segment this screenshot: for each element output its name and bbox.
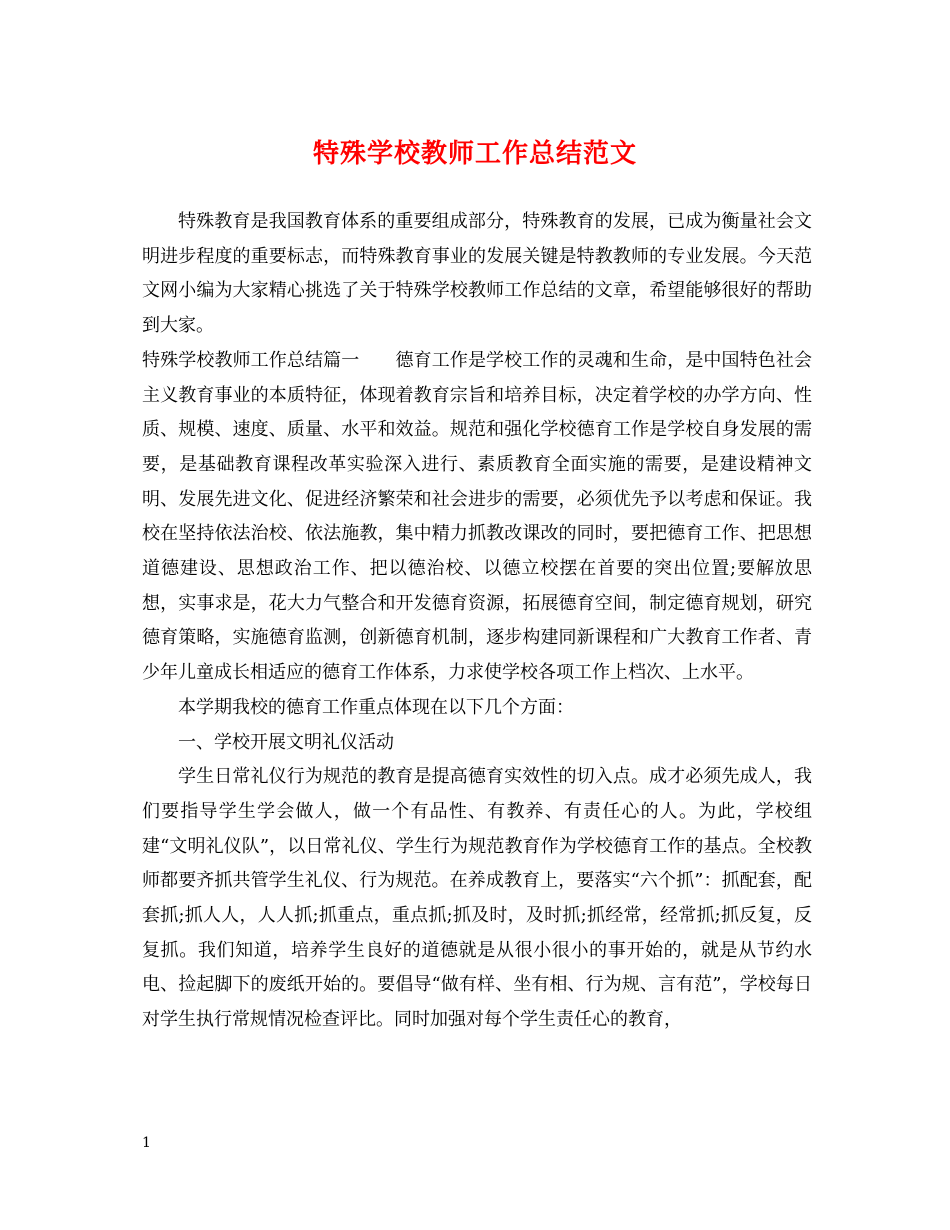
document-body	[142, 205, 812, 1038]
intro-paragraph: 特殊教育是我国教育体系的重要组成部分，特殊教育的发展，已成为衡量社会文明进步程度的重要标志，而特殊教育事业的发展关键是特教教师的专业发展。今天范文网小编为大家精心挑选了关于特殊学校教师工作总结的文章，希望能够很好的帮助到大家。	[142, 211, 812, 337]
section-text: 德育工作是学校工作的灵魂和生命，是中国特色社会主义教育事业的本质特征，体现着教育宗旨和培养目标，决定着学校的办学方向、性质、规模、速度、质量、水平和效益。规范和强化学校德育工作是学校自身发展的需要，是基础教育课程改革实验深入进行、素质教育全面实施的需要，是建设精神文明、发展先进文化、促进经济繁荣和社会进步的需要，必须优先予以考虑和保证。我校在坚持依法治校、依法施教，集中精力抓教改课改的同时，要把德育工作、把思想道德建设、思想政治工作、把以德治校、以德立校摆在首要的突出位置;要解放思想，实事求是，花大力气整合和开发德育资源，拓展德育空间，制定德育规划，研究德育策略，实施德育监测，创新德育机制，逐步构建同新课程和广大教育工作者、青少年儿童成长相适应的德育工作体系，力求使学校各项工作上档次、上水平。	[142, 349, 813, 684]
document-title: 特殊学校教师工作总结范文	[312, 139, 637, 169]
section-paragraph	[142, 344, 812, 691]
heading-1: 一、学校开展文明礼仪活动	[178, 731, 394, 753]
focus-intro: 本学期我校的德育工作重点体现在以下几个方面：	[178, 696, 574, 718]
section-label: 特殊学校教师工作总结篇一	[142, 349, 360, 371]
paragraph-1: 学生日常礼仪行为规范的教育是提高德育实效性的切入点。成才必须先成人，我们要指导学生学会做人，做一个有品性、有教养、有责任心的人。为此，学校组建“文明礼仪队”，以日常礼仪、学生行为规范教育作为学校德育工作的基点。全校教师都要齐抓共管学生礼仪、行为规范。在养成教育上，要落实“六个抓”：抓配套，配套抓;抓人人，人人抓;抓重点，重点抓;抓及时，及时抓;抓经常，经常抓;抓反复，反复抓。我们知道，培养学生良好的道德就是从很小很小的事开始的，就是从节约水电、捡起脚下的废纸开始的。要倡导“做有样、坐有相、行为规、言有范”，学校每日对学生执行常规情况检查评比。同时加强对每个学生责任心的教育，	[142, 766, 812, 1031]
page-number: 1	[142, 1135, 151, 1151]
